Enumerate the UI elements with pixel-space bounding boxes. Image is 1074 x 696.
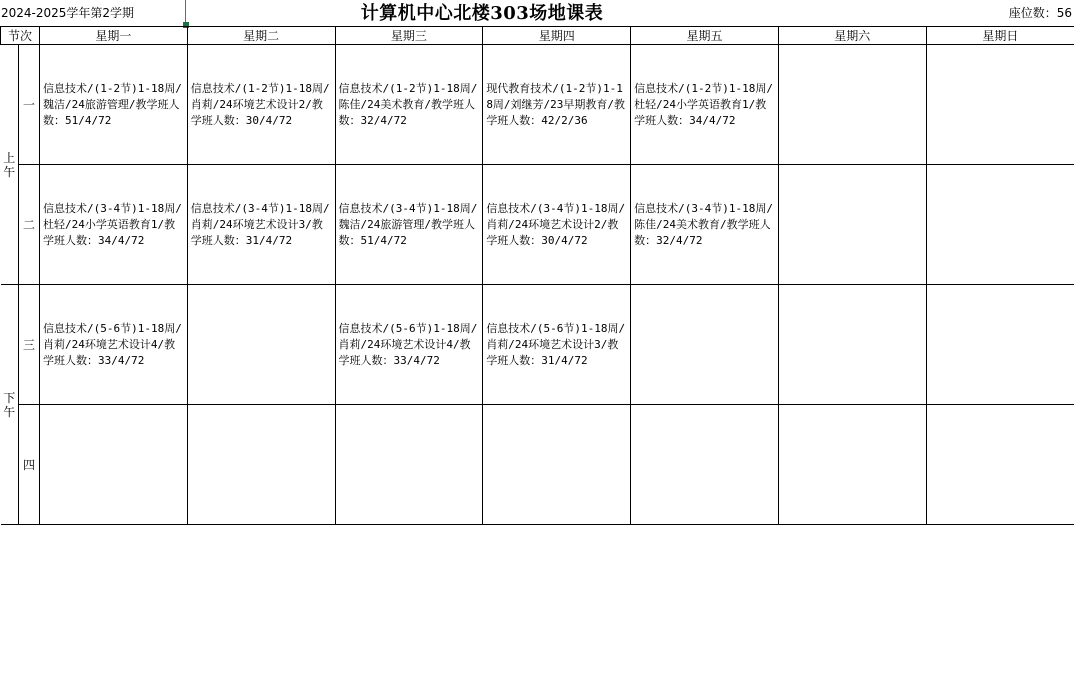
course-cell[interactable] bbox=[483, 45, 631, 165]
course-text: 信息技术/(3-4节)1-18周/陈佳/24美术教育/教学班人数：32/4/72 bbox=[634, 201, 773, 247]
day-header-sun[interactable]: 星期日 bbox=[926, 27, 1074, 45]
course-cell[interactable] bbox=[926, 405, 1074, 525]
day-header-sat[interactable]: 星期六 bbox=[778, 27, 926, 45]
session-char: 午 bbox=[3, 164, 16, 179]
course-cell[interactable] bbox=[926, 165, 1074, 285]
header-row bbox=[1, 27, 1074, 45]
course-text: 信息技术/(1-2节)1-18周/陈佳/24美术教育/教学班人数：32/4/72 bbox=[338, 81, 478, 127]
session-morning-label bbox=[1, 151, 18, 179]
day-header-mon[interactable]: 星期一 bbox=[39, 27, 187, 45]
course-cell[interactable] bbox=[335, 45, 483, 165]
course-text: 信息技术/(1-2节)1-18周/魏洁/24旅游管理/教学班人数：51/4/72 bbox=[42, 81, 182, 127]
session-char: 上 bbox=[3, 150, 16, 165]
course-text: 信息技术/(3-4节)1-18周/杜轻/24小学英语教育1/教学班人数：34/4/72 bbox=[42, 201, 182, 247]
period-label-1[interactable]: 一 bbox=[18, 45, 39, 165]
period-row-4 bbox=[1, 405, 1074, 525]
page-title[interactable]: 计算机中心北楼303场地课表 bbox=[360, 3, 604, 24]
course-cell[interactable] bbox=[778, 285, 926, 405]
session-char: 下 bbox=[3, 390, 16, 405]
course-text: 信息技术/(3-4节)1-18周/肖莉/24环境艺术设计2/教学班人数：30/4/72 bbox=[486, 201, 626, 247]
course-cell[interactable] bbox=[778, 45, 926, 165]
course-cell[interactable] bbox=[39, 405, 187, 525]
course-cell[interactable] bbox=[631, 45, 779, 165]
day-header-fri[interactable]: 星期五 bbox=[631, 27, 779, 45]
course-text: 信息技术/(5-6节)1-18周/肖莉/24环境艺术设计3/教学班人数：31/4/72 bbox=[486, 321, 626, 367]
course-text: 信息技术/(1-2节)1-18周/肖莉/24环境艺术设计2/教学班人数：30/4/72 bbox=[190, 81, 330, 127]
course-cell[interactable] bbox=[187, 45, 335, 165]
course-cell[interactable] bbox=[187, 165, 335, 285]
course-cell[interactable] bbox=[778, 405, 926, 525]
term-label[interactable]: 2024-2025学年第2学期 bbox=[0, 0, 186, 27]
timetable-grid bbox=[0, 26, 1074, 525]
course-cell[interactable] bbox=[778, 165, 926, 285]
course-cell[interactable] bbox=[187, 405, 335, 525]
course-cell[interactable] bbox=[335, 405, 483, 525]
course-text: 信息技术/(1-2节)1-18周/杜轻/24小学英语教育1/教学班人数：34/4/72 bbox=[634, 81, 773, 127]
course-cell[interactable] bbox=[926, 285, 1074, 405]
section-header[interactable]: 节次 bbox=[1, 27, 40, 45]
course-text: 信息技术/(5-6节)1-18周/肖莉/24环境艺术设计4/教学班人数：33/4/72 bbox=[42, 321, 182, 367]
session-char: 午 bbox=[3, 404, 16, 419]
session-afternoon[interactable] bbox=[1, 285, 19, 525]
course-cell[interactable] bbox=[631, 165, 779, 285]
day-header-tue[interactable]: 星期二 bbox=[187, 27, 335, 45]
title-row bbox=[0, 0, 1074, 27]
seat-count[interactable]: 座位数：56 bbox=[1008, 6, 1072, 20]
course-text: 信息技术/(3-4节)1-18周/肖莉/24环境艺术设计3/教学班人数：31/4/72 bbox=[190, 201, 330, 247]
course-cell[interactable] bbox=[631, 405, 779, 525]
course-cell[interactable] bbox=[335, 165, 483, 285]
period-label-2[interactable]: 二 bbox=[18, 165, 39, 285]
course-text: 信息技术/(3-4节)1-18周/魏洁/24旅游管理/教学班人数：51/4/72 bbox=[338, 201, 478, 247]
course-cell[interactable] bbox=[39, 165, 187, 285]
period-row-2 bbox=[1, 165, 1074, 285]
period-label-3[interactable]: 三 bbox=[18, 285, 39, 405]
course-cell[interactable] bbox=[926, 45, 1074, 165]
period-row-1 bbox=[1, 45, 1074, 165]
course-cell[interactable] bbox=[39, 285, 187, 405]
course-cell[interactable] bbox=[335, 285, 483, 405]
day-header-wed[interactable]: 星期三 bbox=[335, 27, 483, 45]
period-row-3 bbox=[1, 285, 1074, 405]
session-morning[interactable] bbox=[1, 45, 19, 285]
session-afternoon-label bbox=[1, 391, 18, 419]
course-text: 信息技术/(5-6节)1-18周/肖莉/24环境艺术设计4/教学班人数：33/4/72 bbox=[338, 321, 478, 367]
course-cell[interactable] bbox=[39, 45, 187, 165]
period-label-4[interactable]: 四 bbox=[18, 405, 39, 525]
day-header-thu[interactable]: 星期四 bbox=[483, 27, 631, 45]
course-cell[interactable] bbox=[187, 285, 335, 405]
course-cell[interactable] bbox=[483, 285, 631, 405]
course-cell[interactable] bbox=[483, 405, 631, 525]
course-cell[interactable] bbox=[483, 165, 631, 285]
course-cell[interactable] bbox=[631, 285, 779, 405]
course-text: 现代教育技术/(1-2节)1-18周/刘继芳/23早期教育/教学班人数：42/2/36 bbox=[486, 81, 626, 127]
